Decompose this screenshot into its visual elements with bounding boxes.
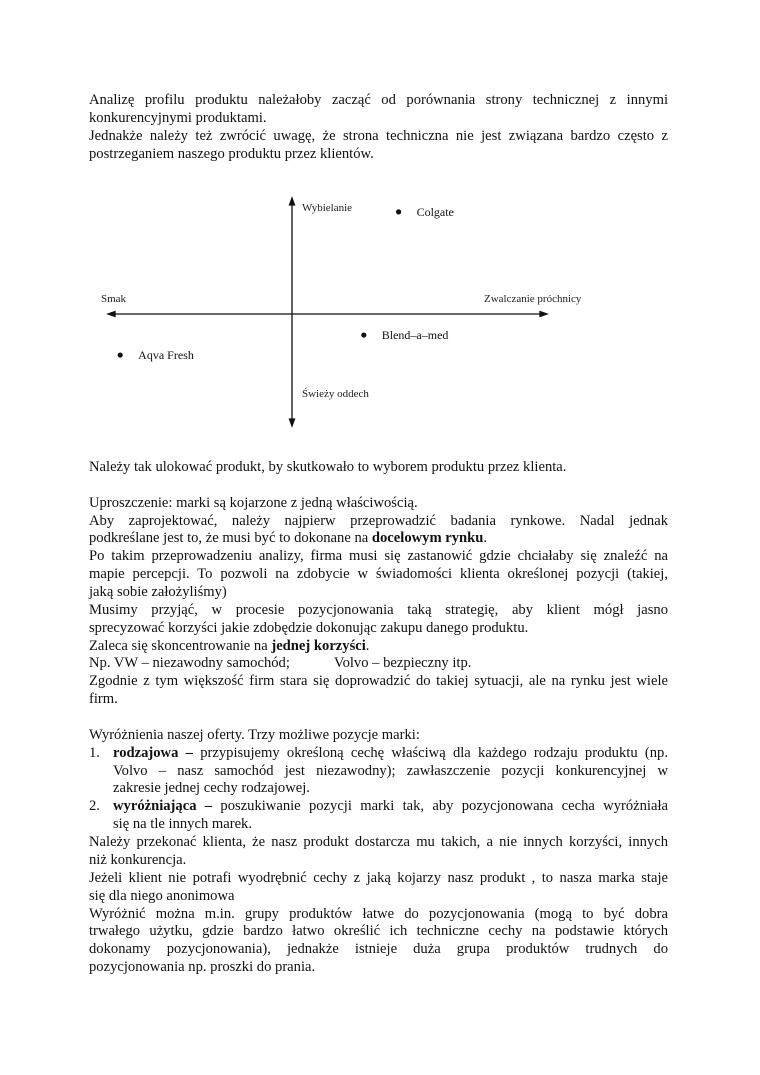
text-segment: Jednakże należy też zwrócić uwagę, że strona techniczna nie jest związana bardzo często z <box>89 127 668 144</box>
bold-text: rodzajowa – <box>113 744 193 761</box>
axis-label-bottom: Świeży oddech <box>302 388 369 400</box>
text-segment: Zaleca się skoncentrowanie na <box>89 637 272 654</box>
text-segment: Np. VW – niezawodny samochód; <box>89 655 290 672</box>
text-segment: Jeżeli klient nie potrafi wyodrębnić cechy z jaką kojarzy nasz produkt , to nasza marka staje <box>89 869 668 886</box>
list-marker: 1. <box>89 744 100 761</box>
text-segment: Analizę profilu produktu należałoby zacząć od porównania strony technicznej z innymi <box>89 92 668 108</box>
axis-label-top: Wybielanie <box>302 202 353 214</box>
text-segment: Wyróżnienia naszej oferty. Trzy możliwe pozycje marki: <box>89 726 420 743</box>
text-segment: Aby zaprojektować, należy najpierw przeprowadzić badania rynkowe. Nadal jednak <box>89 512 668 529</box>
text-segment: podkreślane jest to, że musi być to dokonane na <box>89 530 372 547</box>
axis-label-right: Zwalczanie próchnicy <box>484 293 582 305</box>
text-segment: niż konkurencja. <box>89 851 187 868</box>
text-segment: sprecyzować korzyści jakie zdobędzie dokonując zakupu danego produktu. <box>89 619 529 636</box>
text-segment: Należy tak ulokować produkt, by skutkowało to wyborem produktu przez klienta. <box>89 459 567 475</box>
text-segment: Należy przekonać klienta, że nasz produkt dostarcza mu takich, a nie innych korzyści, innych <box>89 834 668 851</box>
text-segment: poszukiwanie pozycji marki tak, aby pozycjonowana cecha wyróżniała <box>212 798 668 815</box>
brand-label: Colgate <box>416 204 454 219</box>
text-segment: . <box>365 637 370 654</box>
text-segment: mapie percepcji. To pozwoli na zdobycie w świadomości klienta określonej pozycji (takiej, <box>89 566 668 583</box>
text-segment: trwałego użytku, gdzie bardzo łatwo określić ich techniczne cechy na podstawie których <box>89 923 668 940</box>
brand-point <box>118 352 123 357</box>
text-segment: Volvo – nasz samochód jest niezawodny); zawłaszczenie pozycji konkurencyjnej w <box>113 762 668 779</box>
arrow-left-icon <box>108 312 115 317</box>
brand-point <box>396 209 401 214</box>
text-segment: dokonamy pozycjonowania), jednakże istnieje duża grupa produktów trudnych do <box>89 941 668 958</box>
text-segment: zakresie jednej cechy rodzajowej. <box>113 780 310 797</box>
text-segment: jaką sobie założyliśmy) <box>89 584 227 601</box>
text-segment: Po takim przeprowadzeniu analizy, firma musi się zastanowić gdzie chciałaby się znaleźć na <box>89 548 668 565</box>
bold-text: jednej korzyści <box>271 637 366 654</box>
text-segment: się na tle innych marek. <box>113 816 252 833</box>
bold-text: wyróżniająca – <box>113 798 213 815</box>
list-marker: 2. <box>89 798 100 815</box>
text-segment: Zgodnie z tym większość firm stara się doprowadzić do takiej sytuacji, ale na rynku jest wiele <box>89 673 668 690</box>
text-segment: postrzeganiem naszego produktu przez klientów. <box>89 145 374 162</box>
arrow-down-icon <box>290 419 295 426</box>
bold-text: docelowym rynku <box>371 530 484 547</box>
text-segment: przypisujemy określoną cechę właściwą dla każdego rodzaju produktu (np. <box>192 744 668 761</box>
text-segment: się dla niego anonimowa <box>89 887 235 904</box>
text-segment: Volvo – bezpieczny itp. <box>333 655 472 672</box>
text-segment: . <box>483 530 488 547</box>
text-segment: pozycjonowania np. proszki do prania. <box>89 959 316 976</box>
text-segment: konkurencyjnymi produktami. <box>89 109 267 126</box>
brand-label: Aqva Fresh <box>138 348 194 363</box>
arrow-right-icon <box>540 312 547 317</box>
text-segment: Uproszczenie: marki są kojarzone z jedną właściwością. <box>89 494 418 511</box>
arrow-up-icon <box>290 198 295 205</box>
brand-label: Blend–a–med <box>381 328 449 343</box>
text-segment: firm. <box>89 691 118 708</box>
brand-point <box>361 332 366 337</box>
axis-label-left: Smak <box>101 293 127 305</box>
text-segment: Musimy przyjąć, w procesie pozycjonowania taką strategię, aby klient mógł jasno <box>89 601 668 618</box>
text-segment: Wyróżnić można m.in. grupy produktów łatwe do pozycjonowania (mogą to być dobra <box>89 905 668 922</box>
